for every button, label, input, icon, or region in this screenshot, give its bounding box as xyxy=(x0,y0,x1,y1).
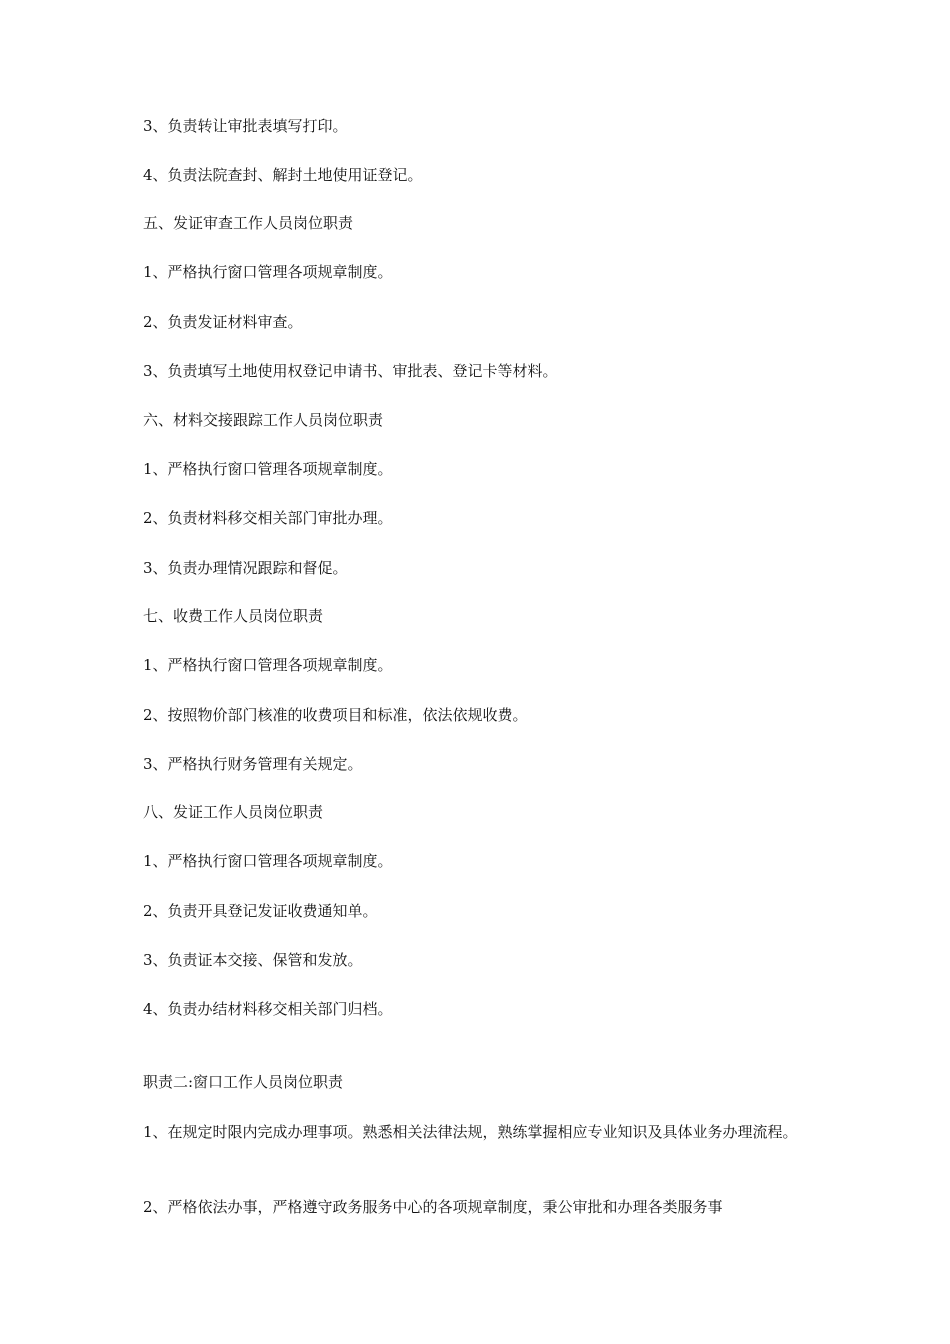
paragraph: 2、负责发证材料审查。 xyxy=(143,313,303,331)
section-heading: 五、发证审查工作人员岗位职责 xyxy=(143,214,354,232)
paragraph: 3、负责证本交接、保管和发放。 xyxy=(143,951,363,969)
paragraph: 2、负责开具登记发证收费通知单。 xyxy=(143,902,378,920)
paragraph: 3、严格执行财务管理有关规定。 xyxy=(143,755,363,773)
paragraph: 1、严格执行窗口管理各项规章制度。 xyxy=(143,852,393,870)
section-heading: 八、发证工作人员岗位职责 xyxy=(143,803,324,821)
section-heading: 职责二:窗口工作人员岗位职责 xyxy=(143,1073,344,1091)
paragraph: 1、严格执行窗口管理各项规章制度。 xyxy=(143,263,393,281)
paragraph: 1、严格执行窗口管理各项规章制度。 xyxy=(143,460,393,478)
paragraph: 1、严格执行窗口管理各项规章制度。 xyxy=(143,656,393,674)
paragraph: 3、负责办理情况跟踪和督促。 xyxy=(143,559,348,577)
paragraph: 2、按照物价部门核准的收费项目和标准，依法依规收费。 xyxy=(143,706,528,724)
section-heading: 七、收费工作人员岗位职责 xyxy=(143,607,324,625)
section-heading: 六、材料交接跟踪工作人员岗位职责 xyxy=(143,411,384,429)
paragraph: 4、负责法院查封、解封土地使用证登记。 xyxy=(143,166,423,184)
paragraph: 3、负责填写土地使用权登记申请书、审批表、登记卡等材料。 xyxy=(143,362,558,380)
paragraph: 2、负责材料移交相关部门审批办理。 xyxy=(143,509,393,527)
paragraph: 1、在规定时限内完成办理事项。熟悉相关法律法规，熟练掌握相应专业知识及具体业务办理流程。 xyxy=(143,1123,798,1141)
paragraph: 3、负责转让审批表填写打印。 xyxy=(143,117,348,135)
paragraph: 2、严格依法办事，严格遵守政务服务中心的各项规章制度，秉公审批和办理各类服务事 xyxy=(143,1198,723,1216)
paragraph: 4、负责办结材料移交相关部门归档。 xyxy=(143,1000,393,1018)
